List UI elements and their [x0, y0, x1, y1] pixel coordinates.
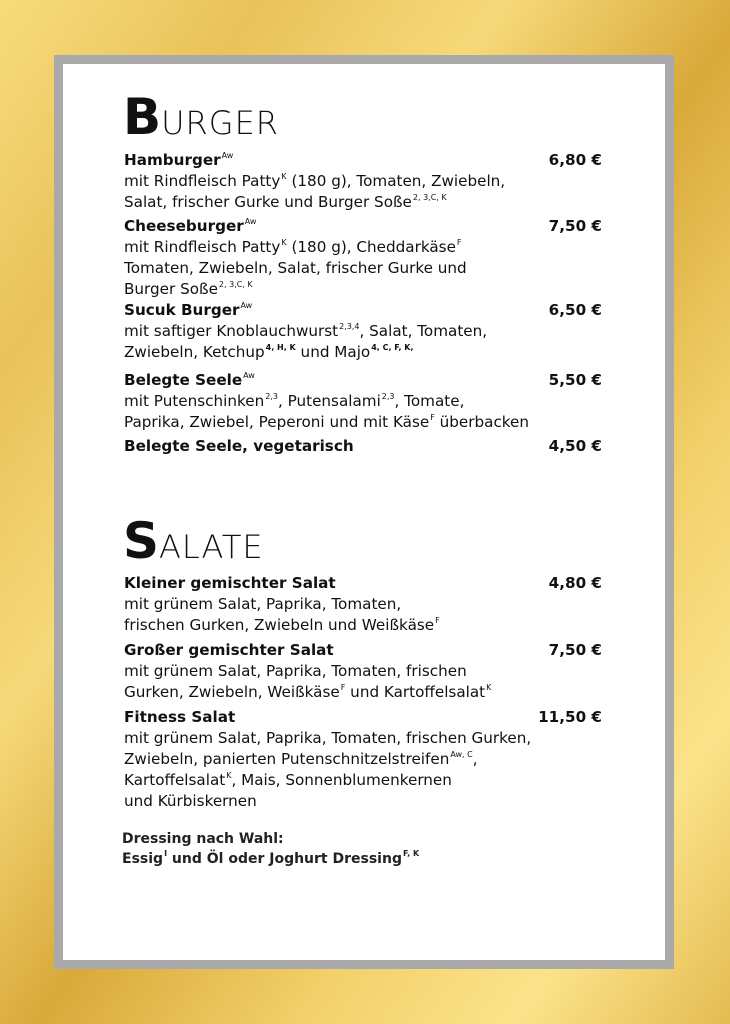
item-name: Belegte Seele: [124, 371, 243, 389]
menu-item-kleiner-salat: [124, 573, 602, 636]
dressing-options: Essig$^I$ und Öl oder Joghurt Dressing$^{F, K}$: [122, 849, 420, 867]
item-description: mit saftiger Knoblauchwurst$^{2,3,4}$, Salat, Tomaten, Zwiebeln, Ketchup$^{4, H, K}$ und Majo$^{4, C, F, K,}$: [124, 322, 488, 361]
item-price: 6,50 €: [548, 301, 602, 319]
item-price: 7,50 €: [548, 641, 602, 659]
dressing-note: [122, 829, 419, 869]
item-price: 4,50 €: [548, 437, 602, 455]
item-description: mit grünem Salat, Paprika, Tomaten, frischen Gurken, Zwiebeln und Weißkäse$^F$: [124, 595, 440, 634]
menu-item-belegte-seele: Belegte Seele$^{Aw}$ 5,50 € mit Putenschinken$^{2,3}$, Putensalami$^{2,3}$, Tomate, Paprika, Zwiebel, Peperoni und mit Käse$^F$ überbacken: [124, 371, 602, 431]
item-price: 7,50 €: [548, 217, 602, 235]
item-name: Hamburger: [124, 151, 221, 169]
menu-sheet: [63, 64, 665, 960]
menu-frame: [54, 55, 674, 969]
item-name: Großer gemischter Salat: [124, 641, 334, 659]
dressing-heading: Dressing nach Wahl:: [122, 831, 284, 847]
item-price: 4,80 €: [548, 574, 602, 592]
item-name: Belegte Seele, vegetarisch: [124, 437, 354, 455]
item-description: mit Rindfleisch Patty$^K$ (180 g), Cheddarkäse$^F$ Tomaten, Zwiebeln, Salat, frischer Gurke und Burger Soße$^{2, 3,C, K}$: [124, 238, 467, 298]
item-name: Fitness Salat: [124, 708, 236, 726]
menu-item-cheeseburger: Cheeseburger$^{Aw}$ 7,50 € mit Rindfleisch Patty$^K$ (180 g), Cheddarkäse$^F$ Tomaten, Zwiebeln, Salat, frischer Gurke und Burger Soße$^{2, 3,C, K}$: [124, 217, 602, 298]
item-description: mit Putenschinken$^{2,3}$, Putensalami$^{2,3}$, Tomate, Paprika, Zwiebel, Peperoni und mit Käse$^F$ überbacken: [124, 392, 530, 431]
item-name: Sucuk Burger: [124, 301, 240, 319]
item-price: 11,50 €: [538, 708, 602, 726]
salate-section-title: SALATE: [123, 512, 264, 570]
menu-item-belegte-seele-vegetarisch: [124, 436, 602, 457]
item-description: mit grünem Salat, Paprika, Tomaten, frischen Gurken, Zwiebeln, panierten Putenschnitzelstreifen$^{Aw, C}$, Kartoffelsalat$^K$, Mais, Sonnenblumenkernen und Kürbiskernen: [124, 729, 532, 810]
menu-item-hamburger: Hamburger$^{Aw}$ 6,80 € mit Rindfleisch Patty$^K$ (180 g), Tomaten, Zwiebeln, Salat, frischer Gurke und Burger Soße$^{2, 3,C, K}$: [124, 151, 602, 211]
menu-item-fitness-salat: [124, 707, 602, 812]
item-price: 6,80 €: [548, 151, 602, 169]
item-name: Cheeseburger: [124, 217, 244, 235]
menu-item-sucuk-burger: Sucuk Burger$^{Aw}$ 6,50 € mit saftiger Knoblauchwurst$^{2,3,4}$, Salat, Tomaten, Zwiebeln, Ketchup$^{4, H, K}$ und Majo$^{4, C, F, K,}$: [124, 301, 602, 361]
menu-item-grosser-salat: [124, 640, 602, 703]
item-description: mit grünem Salat, Paprika, Tomaten, frischen Gurken, Zwiebeln, Weißkäse$^F$ und Kartoffelsalat$^K$: [124, 662, 492, 701]
burger-section-title: BURGER: [123, 88, 280, 146]
item-price: 5,50 €: [548, 371, 602, 389]
item-name: Kleiner gemischter Salat: [124, 574, 336, 592]
item-description: mit Rindfleisch Patty$^K$ (180 g), Tomaten, Zwiebeln, Salat, frischer Gurke und Burger Soße$^{2, 3,C, K}$: [124, 172, 506, 211]
